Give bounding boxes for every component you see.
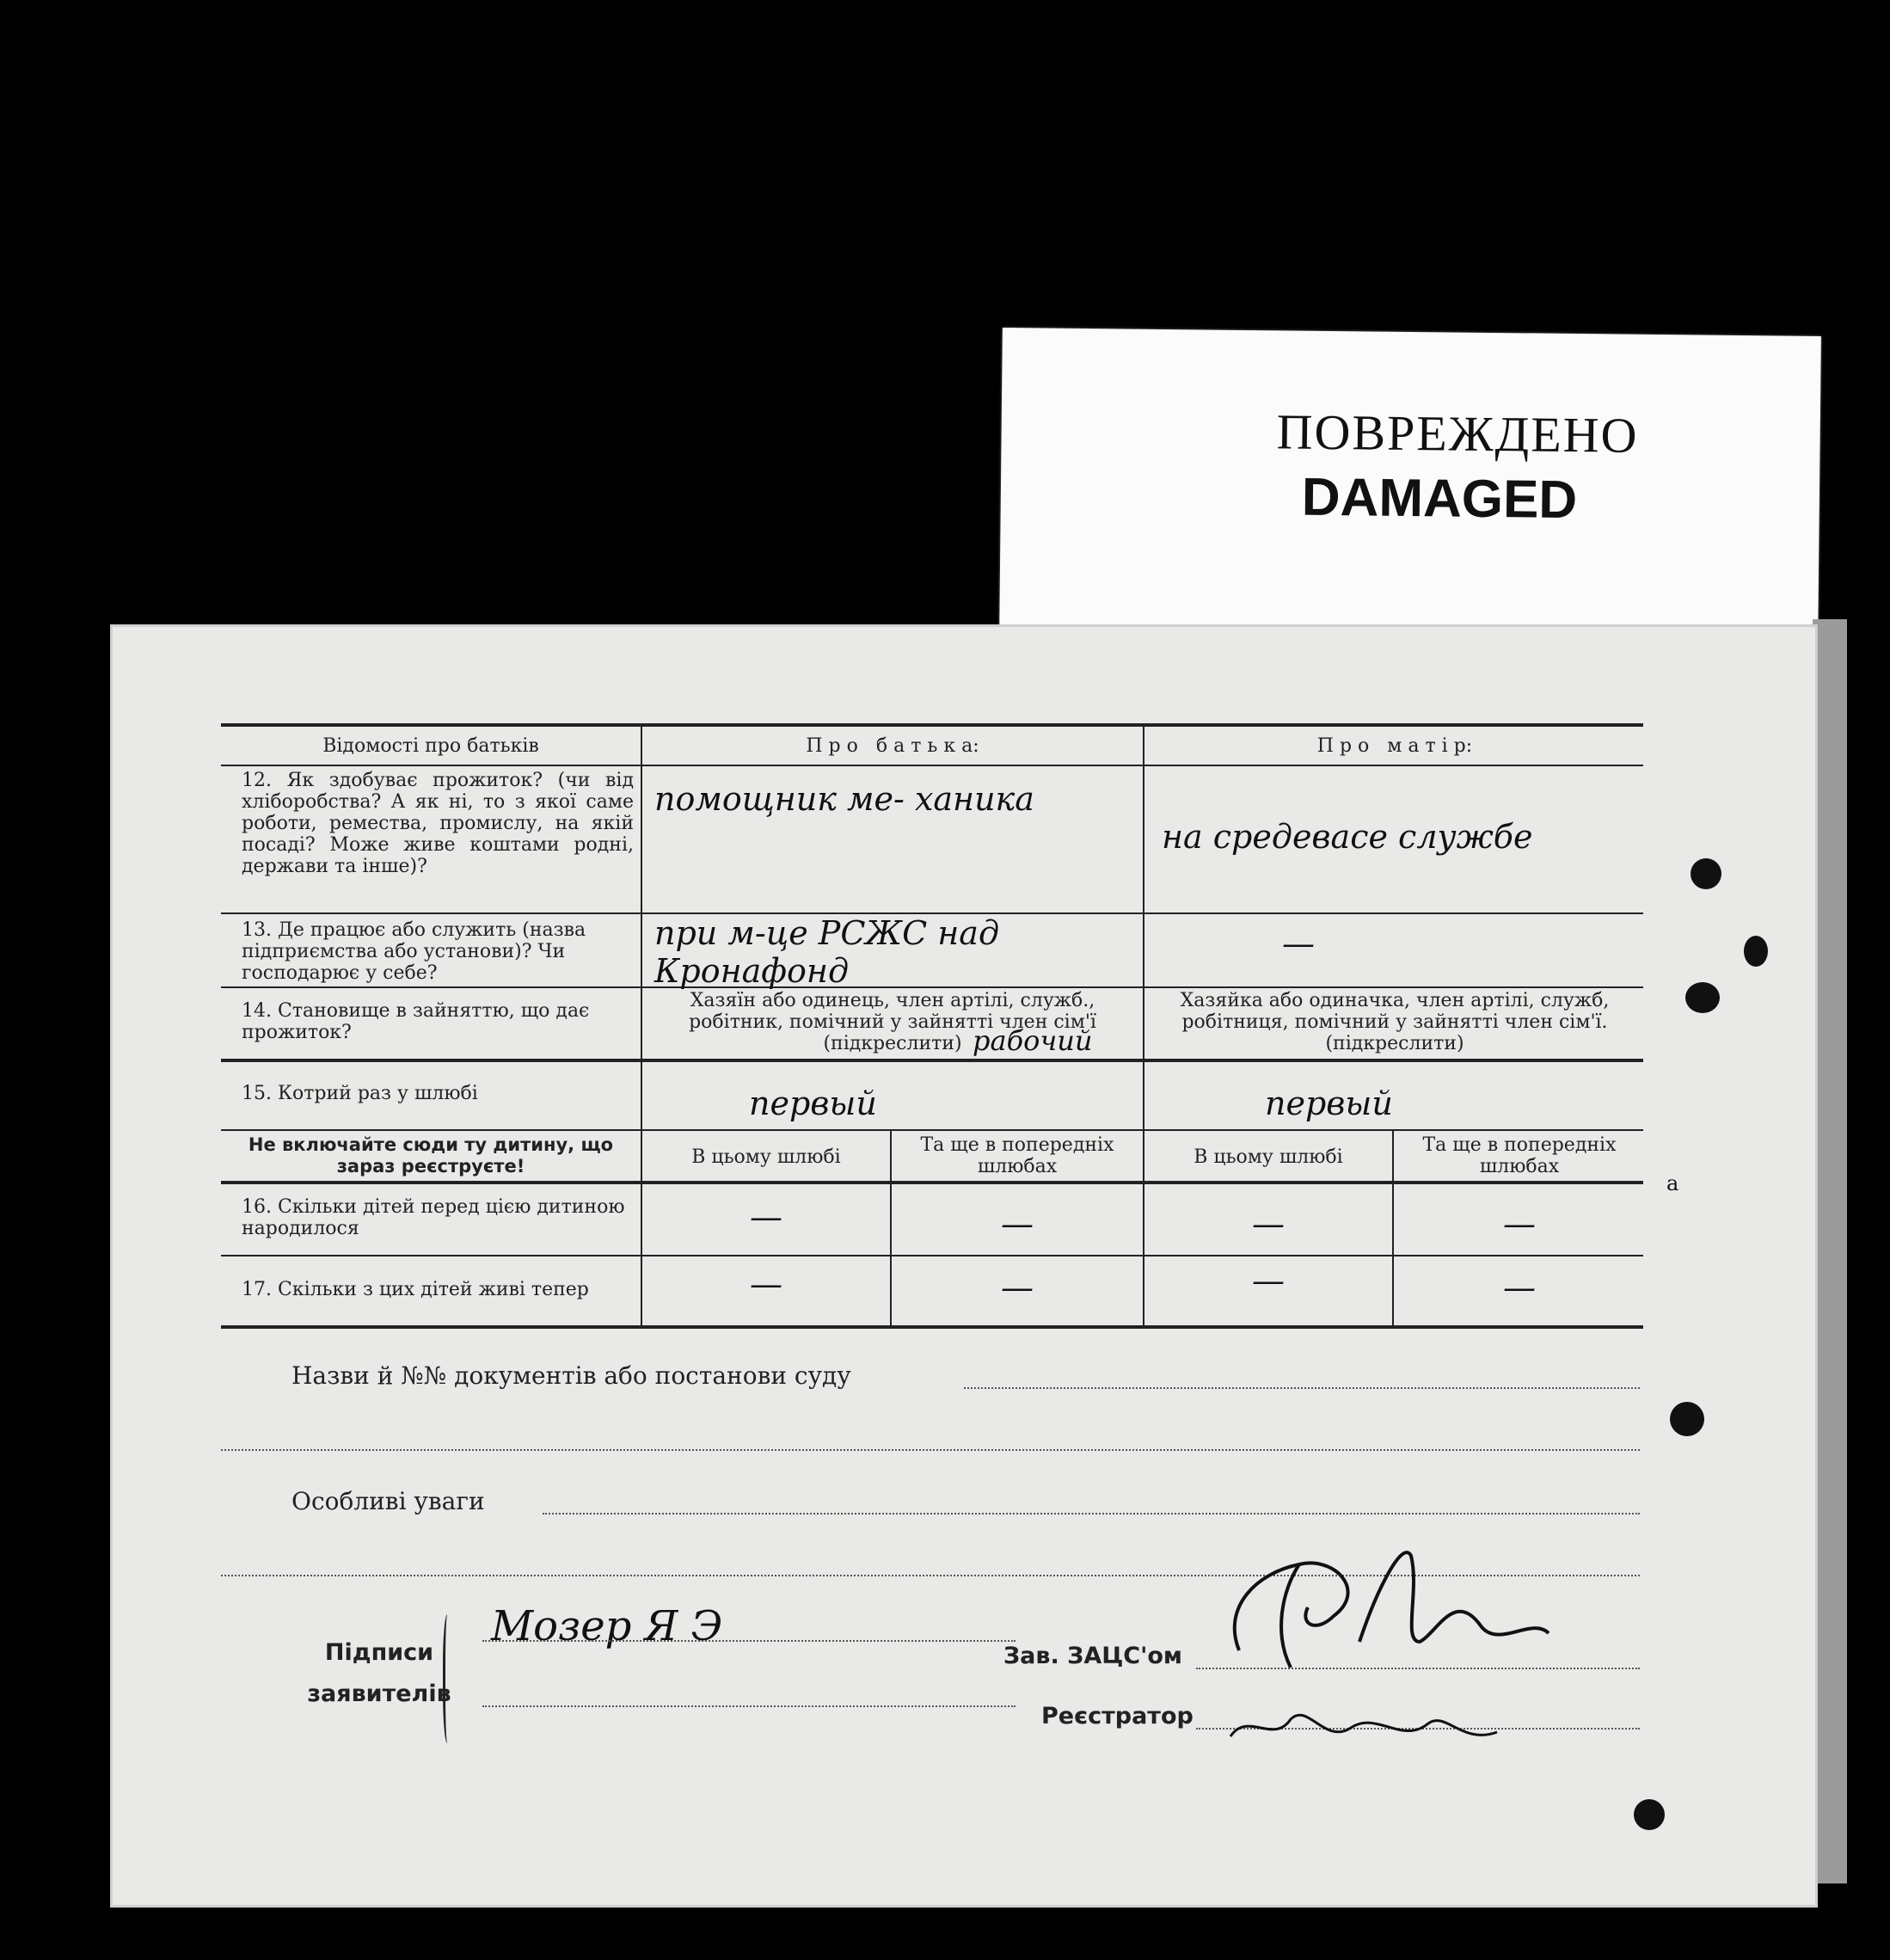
header-mother: П р о м а т і р: [1316, 735, 1473, 757]
row17-father-previous: — [1001, 1269, 1034, 1306]
row16-father-previous: — [1001, 1205, 1034, 1243]
registrar-label: Реєстратор [1041, 1703, 1194, 1730]
notes-fill-line-1 [543, 1513, 1640, 1515]
children-exclusion-note: Не включайте сюди ту дитину, що зараз реєструєте! [248, 1134, 614, 1177]
punch-hole [1744, 936, 1768, 967]
row12-mother-handwriting: на средевасе службе [1162, 818, 1533, 856]
col-divider-1 [641, 725, 642, 1327]
row14-label: 14. Становище в зайняттю, що дає прожиток? [242, 1000, 590, 1043]
notes-label: Особливі уваги [291, 1487, 485, 1515]
signatures-brace [443, 1614, 454, 1743]
col-divider-father-sub [890, 1131, 892, 1327]
header-rule [221, 765, 1643, 766]
row17-mother-this: — [1252, 1262, 1285, 1299]
row14-mother-options: Хазяйка або одиначка, член артілі, служб, робітниця, помічний у зайнятті член сім'ї. (підкреслити) [1180, 990, 1610, 1054]
applicant-line-1 [482, 1640, 1016, 1642]
father-this-marriage-header: В цьому шлюбі [691, 1146, 841, 1168]
row12-father-handwriting: помощник ме- ханика [654, 780, 1034, 818]
col-divider-2 [1143, 725, 1144, 1327]
children-header-rule [221, 1181, 1643, 1184]
applicant-signature: Мозер Я Э [491, 1602, 723, 1650]
punch-hole [1670, 1402, 1704, 1436]
row14-father-options: Хазяїн або одинець, член артілі, служб., робітник, помічний у зайнятті член сім'ї (підкреслити) [689, 990, 1096, 1054]
damaged-stamp-slip [999, 328, 1821, 646]
father-previous-marriages-header: Та ще в попередніх шлюбах [920, 1134, 1114, 1177]
row16-label: 16. Скільки дітей перед цією дитиною народилося [242, 1196, 625, 1239]
punch-hole [1634, 1799, 1665, 1830]
row17-label: 17. Скільки з цих дітей живі тепер [242, 1279, 589, 1300]
row14-rule [221, 1059, 1643, 1062]
applicant-line-2 [482, 1705, 1016, 1707]
row12-label: 12. Як здобуває прожиток? (чи від хліборобства? А як ні, то з якої саме роботи, ремества, промислу, на якій посаді? Може живе коштами родні, держави та інше)? [242, 770, 634, 877]
damaged-label-ru: ПОВРЕЖДЕНО [1276, 403, 1639, 464]
punch-hole [1685, 982, 1720, 1013]
header-parents-info: Відомості про батьків [322, 735, 539, 757]
signatures-label-2: заявителів [307, 1680, 451, 1707]
corner-mark: а [1666, 1171, 1679, 1195]
row16-rule [221, 1255, 1643, 1256]
table-top-rule [221, 723, 1643, 727]
row15-mother-handwriting: первый [1265, 1084, 1393, 1122]
row16-father-this: — [750, 1198, 782, 1236]
documents-fill-line-1 [964, 1387, 1640, 1389]
punch-hole [1691, 858, 1721, 889]
row15-label: 15. Котрий раз у шлюбі [242, 1083, 478, 1104]
table-bottom-rule [221, 1325, 1643, 1329]
row16-mother-previous: — [1503, 1205, 1536, 1243]
row13-mother-dash: — [1282, 925, 1315, 962]
head-of-registry-label: Зав. ЗАЦС'ом [1003, 1643, 1182, 1669]
row17-mother-previous: — [1503, 1269, 1536, 1306]
row16-mother-this: — [1252, 1205, 1285, 1243]
form-sheet [110, 624, 1818, 1908]
col-divider-mother-sub [1392, 1131, 1394, 1327]
row15-rule [221, 1129, 1643, 1131]
row17-father-this: — [750, 1265, 782, 1303]
row13-label: 13. Де працює або служить (назва підприємства або установи)? Чи господарює у себе? [242, 919, 586, 984]
registrar-signature-image [1222, 1693, 1531, 1762]
damaged-label-en: DAMAGED [1301, 467, 1578, 531]
mother-this-marriage-header: В цьому шлюбі [1194, 1146, 1343, 1168]
header-father: П р о б а т ь к а: [806, 735, 979, 757]
row13-father-handwriting: при м-це РСЖС над Кронафонд [654, 914, 1000, 990]
row15-father-handwriting: первый [749, 1084, 877, 1122]
head-signature-image [1205, 1539, 1592, 1693]
documents-label: Назви й №№ документів або постанови суду [291, 1361, 851, 1390]
documents-fill-line-2 [221, 1449, 1640, 1451]
page-stack-edge [1813, 619, 1847, 1883]
row14-father-handwriting: рабочий [973, 1024, 1093, 1057]
mother-previous-marriages-header: Та ще в попередніх шлюбах [1422, 1134, 1617, 1177]
signatures-label-1: Підписи [324, 1639, 434, 1666]
